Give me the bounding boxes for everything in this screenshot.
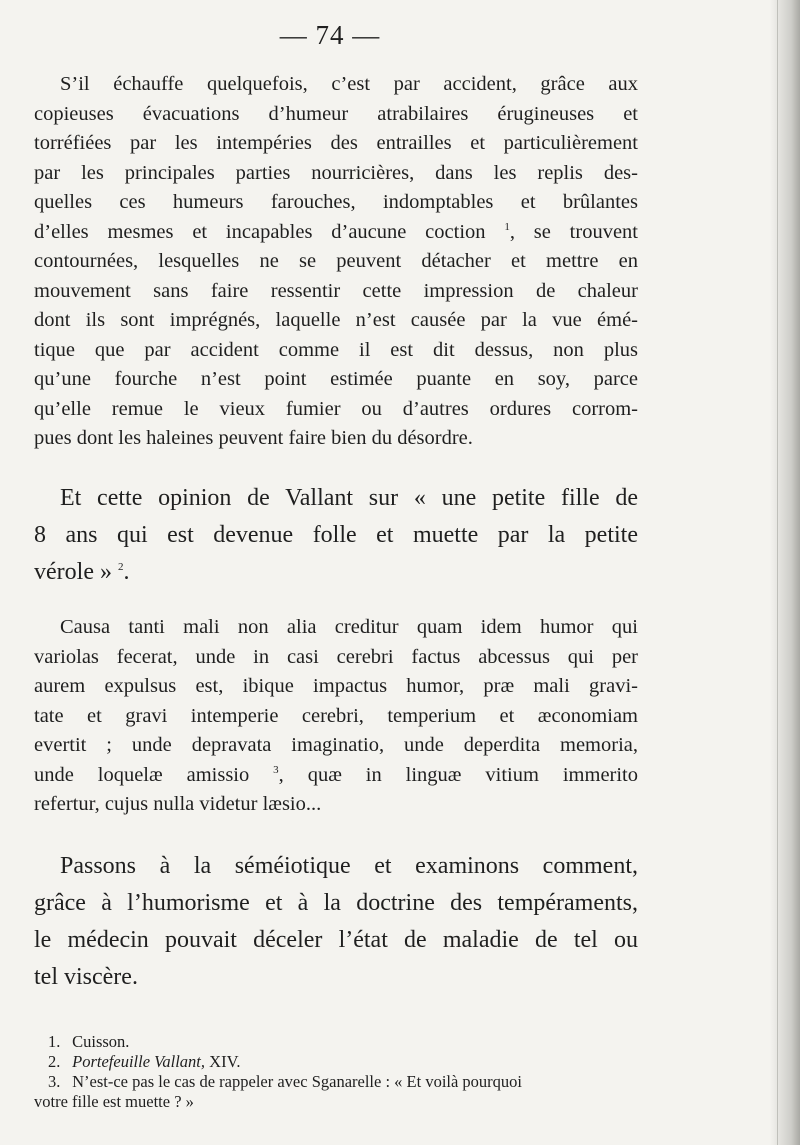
paragraph-1: [34, 70, 638, 454]
footnote-3: [34, 1072, 638, 1112]
page-number: — 74 —: [279, 20, 381, 50]
text-segment: unde loquelæ amissio: [34, 763, 250, 786]
text-line: le médecin pouvait déceler l’état de maladie de tel ou: [34, 927, 638, 953]
footnote-1: [34, 1032, 638, 1052]
footnote-ref-1: 1: [504, 220, 510, 233]
text-line: contournées, lesquelles ne se peuvent détacher et mettre en: [34, 250, 638, 272]
text-line: qu’elle remue le vieux fumier ou d’autres ordures corrom-: [34, 397, 638, 420]
text-line: torréfiées par les intempéries des entrailles et particulièrement: [34, 132, 638, 154]
text-line: Passons à la séméiotique et examinons comment,: [60, 853, 638, 879]
page-edge-shadow: [770, 0, 800, 1145]
footnote-number: 3.: [48, 1072, 61, 1091]
text-line: qu’une fourche n’est point estimée puante en soy, parce: [34, 368, 638, 390]
text-segment: , quæ in linguæ vitium immerito: [278, 763, 639, 786]
footnote-text-continued: votre fille est muette ? »: [34, 1092, 194, 1111]
text-line: 8 ans qui est devenue folle et muette par la petite: [34, 522, 638, 548]
text-line: copieuses évacuations d’humeur atrabilaires érugineuses et: [34, 102, 638, 125]
paragraph-4: [34, 848, 638, 996]
page-edge-line: [777, 0, 778, 1145]
footnote-number: 1.: [48, 1032, 61, 1051]
text-line: pues dont les haleines peuvent faire bien du désordre.: [34, 427, 473, 449]
text-segment: d’elles mesmes et incapables d’aucune coction: [34, 220, 486, 243]
paragraph-3-latin-quote: [34, 613, 638, 820]
footnote-text: N’est-ce pas le cas de rappeler avec Sganarelle : « Et voilà pourquoi: [72, 1072, 523, 1091]
text-line: tel viscère.: [34, 964, 138, 990]
text-line: quelles ces humeurs farouches, indomptables et brûlantes: [34, 191, 638, 213]
footnote-text: Cuisson.: [72, 1032, 130, 1051]
footnote-ref-3: 3: [273, 763, 279, 776]
text-line: variolas fecerat, unde in casi cerebri factus abcessus qui per: [34, 645, 638, 668]
footnote-2: [34, 1052, 638, 1072]
text-line: mouvement sans faire ressentir cette impression de chaleur: [34, 279, 638, 302]
text-line: par les principales parties nourricières, dans les replis des-: [34, 161, 638, 184]
text-line: S’il échauffe quelquefois, c’est par accident, grâce aux: [60, 73, 638, 95]
text-line: Causa tanti mali non alia creditur quam idem humor qui: [60, 616, 638, 638]
text-line: tate et gravi intemperie cerebri, temperium et æconomiam: [34, 704, 638, 727]
footnotes: [34, 1032, 638, 1112]
text-line: dont ils sont imprégnés, laquelle n’est causée par la vue émé-: [34, 309, 638, 331]
text-line: aurem expulsus est, ibique impactus humor, præ mali gravi-: [34, 675, 638, 697]
text-line-with-footnote: [34, 554, 638, 591]
footnote-number: 2.: [48, 1052, 61, 1071]
text-line: Et cette opinion de Vallant sur « une petite fille de: [60, 485, 638, 511]
paragraph-2: [34, 480, 638, 591]
text-line-with-footnote: [34, 761, 638, 791]
text-line: tique que par accident comme il est dit dessus, non plus: [34, 338, 638, 361]
text-segment: vérole »: [34, 559, 112, 585]
text-line: evertit ; unde depravata imaginatio, unde deperdita memoria,: [34, 734, 638, 756]
footnote-text-italic: Portefeuille Vallant,: [72, 1052, 206, 1071]
text-line-with-footnote: [34, 218, 638, 248]
text-line: refertur, cujus nulla videtur læsio...: [34, 793, 322, 815]
text-segment: .: [123, 559, 130, 585]
footnote-ref-2: 2: [117, 561, 124, 573]
footnote-text: XIV.: [205, 1052, 241, 1071]
text-line: grâce à l’humorisme et à la doctrine des tempéraments,: [34, 890, 638, 916]
text-segment: , se trouvent: [509, 220, 638, 243]
